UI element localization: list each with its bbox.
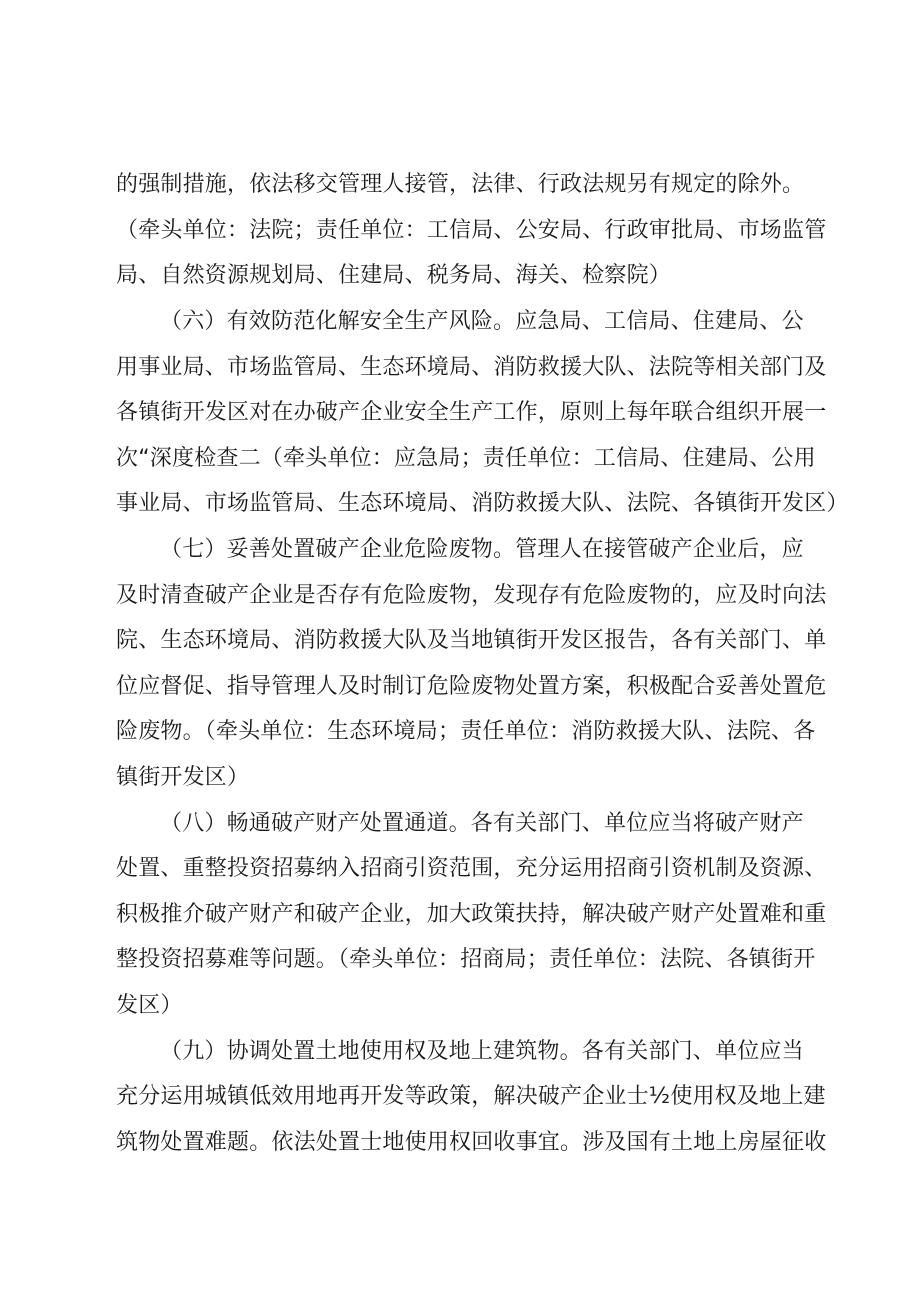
text-line-22: 筑物处置难题。依法处置士地使用权回收事宜。涉及国有土地上房屋征收 [116,1130,827,1155]
text-line-18: 整投资招募难等问题。（牵头单位：招商局；责任单位：法院、各镇街开 [116,947,816,972]
text-line-17: 积极推介破产财产和破产企业，加大政策扶持，解决破产财产处置难和重 [116,902,827,927]
text-line-1: 的强制措施，依法移交管理人接管，法律、行政法规另有规定的除外。 [116,172,805,197]
text-line-20: （九）协调处置土地使用权及地上建筑物。各有关部门、单位应当 [160,1039,804,1064]
text-line-4: （六）有效防范化解安全生产风险。应急局、工信局、住建局、公 [160,309,804,334]
text-line-21: 充分运用城镇低效用地再开发等政策，解决破产企业士½使用权及地上建 [116,1084,826,1109]
text-line-12: 位应督促、指导管理人及时制订危险废物处置方案，积极配合妥善处置危 [116,674,827,699]
text-line-6: 各镇街开发区对在办破产企业安全生产工作，原则上每年联合组织开展一 [116,400,827,425]
text-line-13: 险废物。（牵头单位：生态环境局；责任单位：消防救援大队、法院、各 [116,719,816,744]
text-line-11: 院、生态环境局、消防救援大队及当地镇街开发区报告，各有关部门、单 [116,628,827,653]
text-line-16: 处置、重整投资招募纳入招商引资范围，充分运用招商引资机制及资源、 [116,856,827,881]
text-line-8: 事业局、市场监管局、生态环境局、消防救援大队、法院、各镇街开发区） [116,491,849,516]
text-line-2: （牵头单位：法院；责任单位：工信局、公安局、行政审批局、市场监管 [116,218,827,243]
text-line-9: （七）妥善处置破产企业危险废物。管理人在接管破产企业后，应 [160,537,804,562]
text-line-15: （八）畅通破产财产处置通道。各有关部门、单位应当将破产财产 [160,811,804,836]
text-line-5: 用事业局、市场监管局、生态环境局、消防救援大队、法院等相关部门及 [116,355,827,380]
text-line-14: 镇街开发区） [116,765,250,790]
text-line-7: 次“深度检查二（牵头单位：应急局；责任单位：工信局、住建局、公用 [116,446,816,471]
text-line-19: 发区） [116,993,183,1018]
text-line-3: 局、自然资源规划局、住建局、税务局、海关、检察院） [116,263,672,288]
text-line-10: 及时清查破产企业是否存有危险废物，发现存有危险废物的，应及时向法 [116,583,827,608]
